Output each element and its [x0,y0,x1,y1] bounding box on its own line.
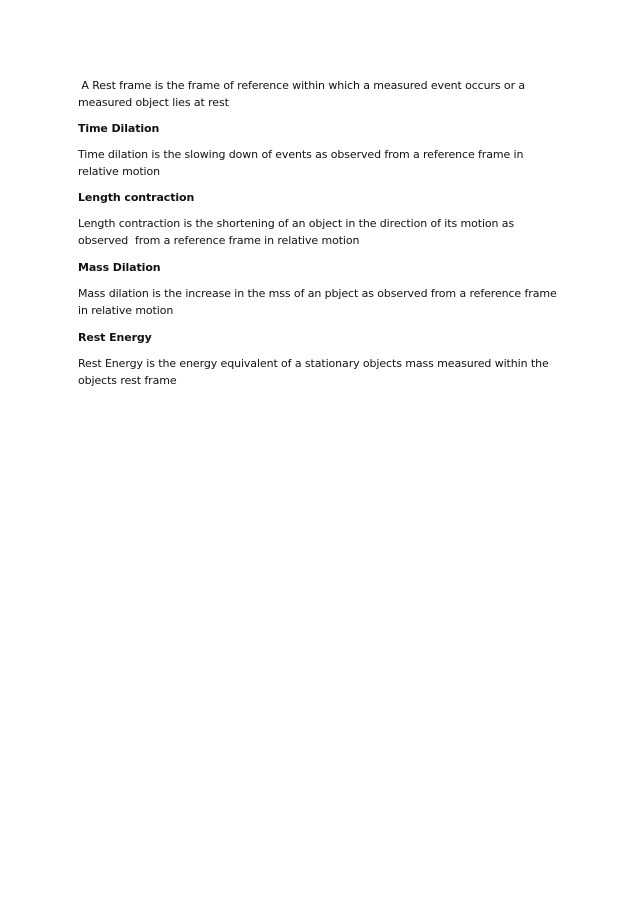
heading-length-contraction: Length contraction [78,191,195,204]
intro-paragraph: A Rest frame is the frame of reference within which a measured event occurs or a measured object lies at rest [78,79,529,109]
document-body [78,77,560,399]
paragraph-mass-dilation: Mass dilation is the increase in the mss of an pbject as observed from a reference frame in relative motion [78,287,561,317]
heading-time-dilation: Time Dilation [78,122,160,135]
heading-rest-energy: Rest Energy [78,331,152,344]
paragraph-rest-energy: Rest Energy is the energy equivalent of a stationary objects mass measured within the objects rest frame [78,357,553,387]
heading-mass-dilation: Mass Dilation [78,261,161,274]
paragraph-time-dilation: Time dilation is the slowing down of events as observed from a reference frame in relative motion [78,148,527,178]
paragraph-length-contraction: Length contraction is the shortening of an object in the direction of its motion as observed from a reference frame in relative motion [78,217,518,247]
